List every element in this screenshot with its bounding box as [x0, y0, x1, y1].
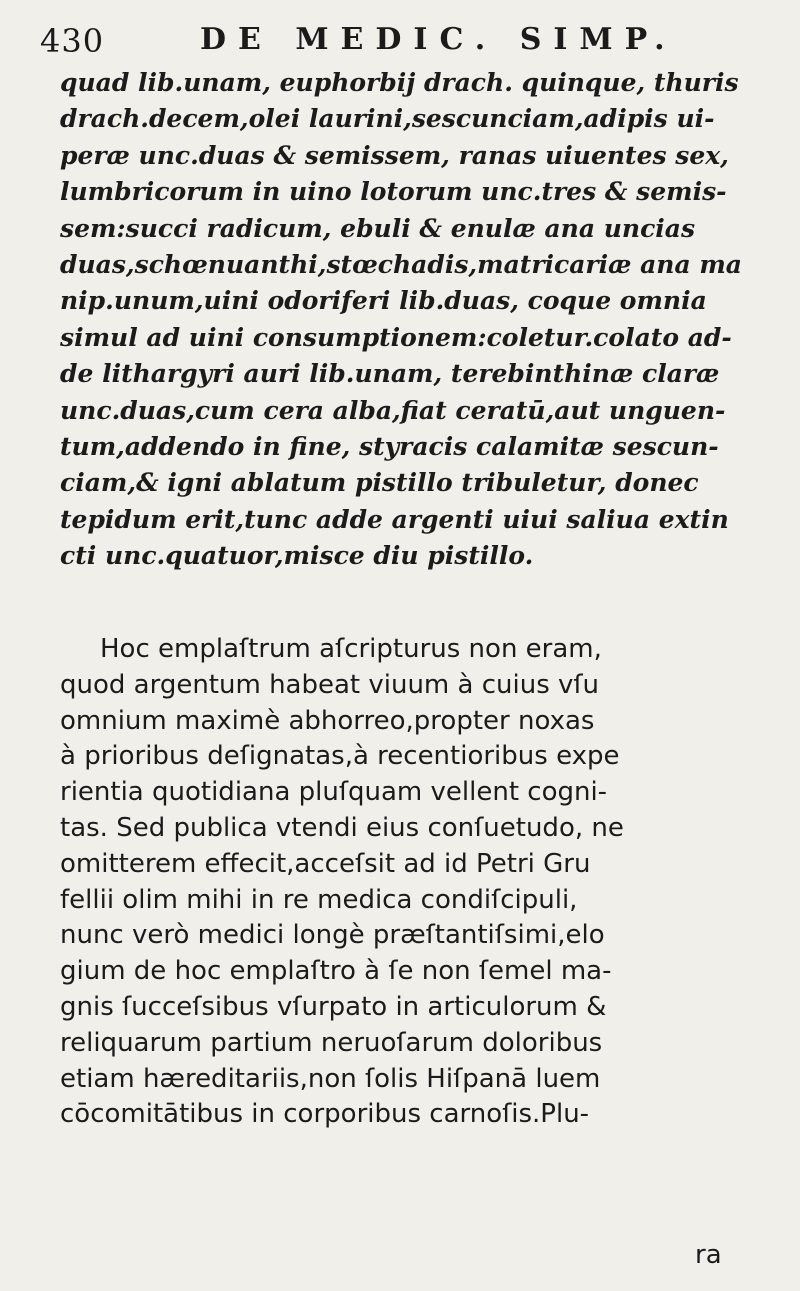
text-line: ciam,& igni ablatum pistillo tribuletur, donec — [60, 468, 699, 498]
text-line: à prioribus deſignatas,à recentioribus expe — [60, 741, 620, 772]
text-line: nunc verò medici longè præſtantiſsimi,elo — [60, 920, 605, 951]
recipe-text-italic — [60, 65, 768, 574]
text-line: Hoc emplaſtrum aſcripturus non eram, — [100, 634, 602, 664]
catchword: ra — [695, 1240, 722, 1270]
text-line: omitterem effecit,acceſsit ad id Petri Gru — [60, 848, 591, 879]
text-line: cti unc.quatuor,misce diu pistillo. — [60, 541, 534, 571]
text-line: duas,schœnuanthi,stœchadis,matricariæ ana ma — [60, 249, 743, 279]
text-line: nip.unum,uini odoriferi lib.duas, coque omnia — [60, 286, 707, 316]
page-number: 430 — [40, 22, 105, 60]
text-line: peræ unc.duas & semissem, ranas uiuentes sex, — [60, 140, 729, 170]
text-line: rientia quotidiana pluſquam vellent cogni- — [60, 777, 608, 808]
text-line: omnium maximè abhorreo,propter noxas — [60, 705, 595, 736]
running-head: DE MEDIC. SIMP. — [200, 22, 677, 57]
text-line: gium de hoc emplaſtro à ſe non ſemel ma- — [60, 956, 612, 987]
text-line: tum,addendo in fine, styracis calamitæ sescun- — [60, 431, 719, 461]
text-line: drach.decem,olei laurini,sescunciam,adipis ui- — [60, 104, 715, 134]
text-line: tas. Sed publica vtendi eius conſuetudo, ne — [60, 812, 624, 843]
text-line: de lithargyri auri lib.unam, terebinthinæ claræ — [60, 359, 720, 389]
text-line: tepidum erit,tunc adde argenti uiui saliua extin — [60, 504, 729, 534]
text-line: cōcomitātibus in corporibus carnoſis.Plu- — [60, 1099, 590, 1130]
text-line: unc.duas,cum cera alba,fiat ceratū,aut unguen- — [60, 395, 726, 425]
text-line: quad lib.unam, euphorbij drach. quinque, thuris — [60, 68, 739, 97]
page-header — [40, 14, 760, 62]
text-line: gnis ſucceſsibus vſurpato in articulorum & — [60, 991, 607, 1022]
text-line: etiam hæreditariis,non ſolis Hiſpanā luem — [60, 1063, 601, 1094]
text-line: quod argentum habeat viuum à cuius vſu — [60, 669, 600, 700]
text-line: reliquarum partium neruoſarum doloribus — [60, 1027, 603, 1058]
text-line: simul ad uini consumptionem:coletur.colato ad- — [60, 322, 732, 352]
text-line: fellii olim mihi in re medica condiſcipuli, — [60, 884, 578, 915]
text-line: sem:succi radicum, ebuli & enulæ ana uncias — [60, 213, 696, 243]
commentary-text-roman — [60, 632, 780, 1133]
text-line: lumbricorum in uino lotorum unc.tres & semis- — [60, 177, 727, 207]
